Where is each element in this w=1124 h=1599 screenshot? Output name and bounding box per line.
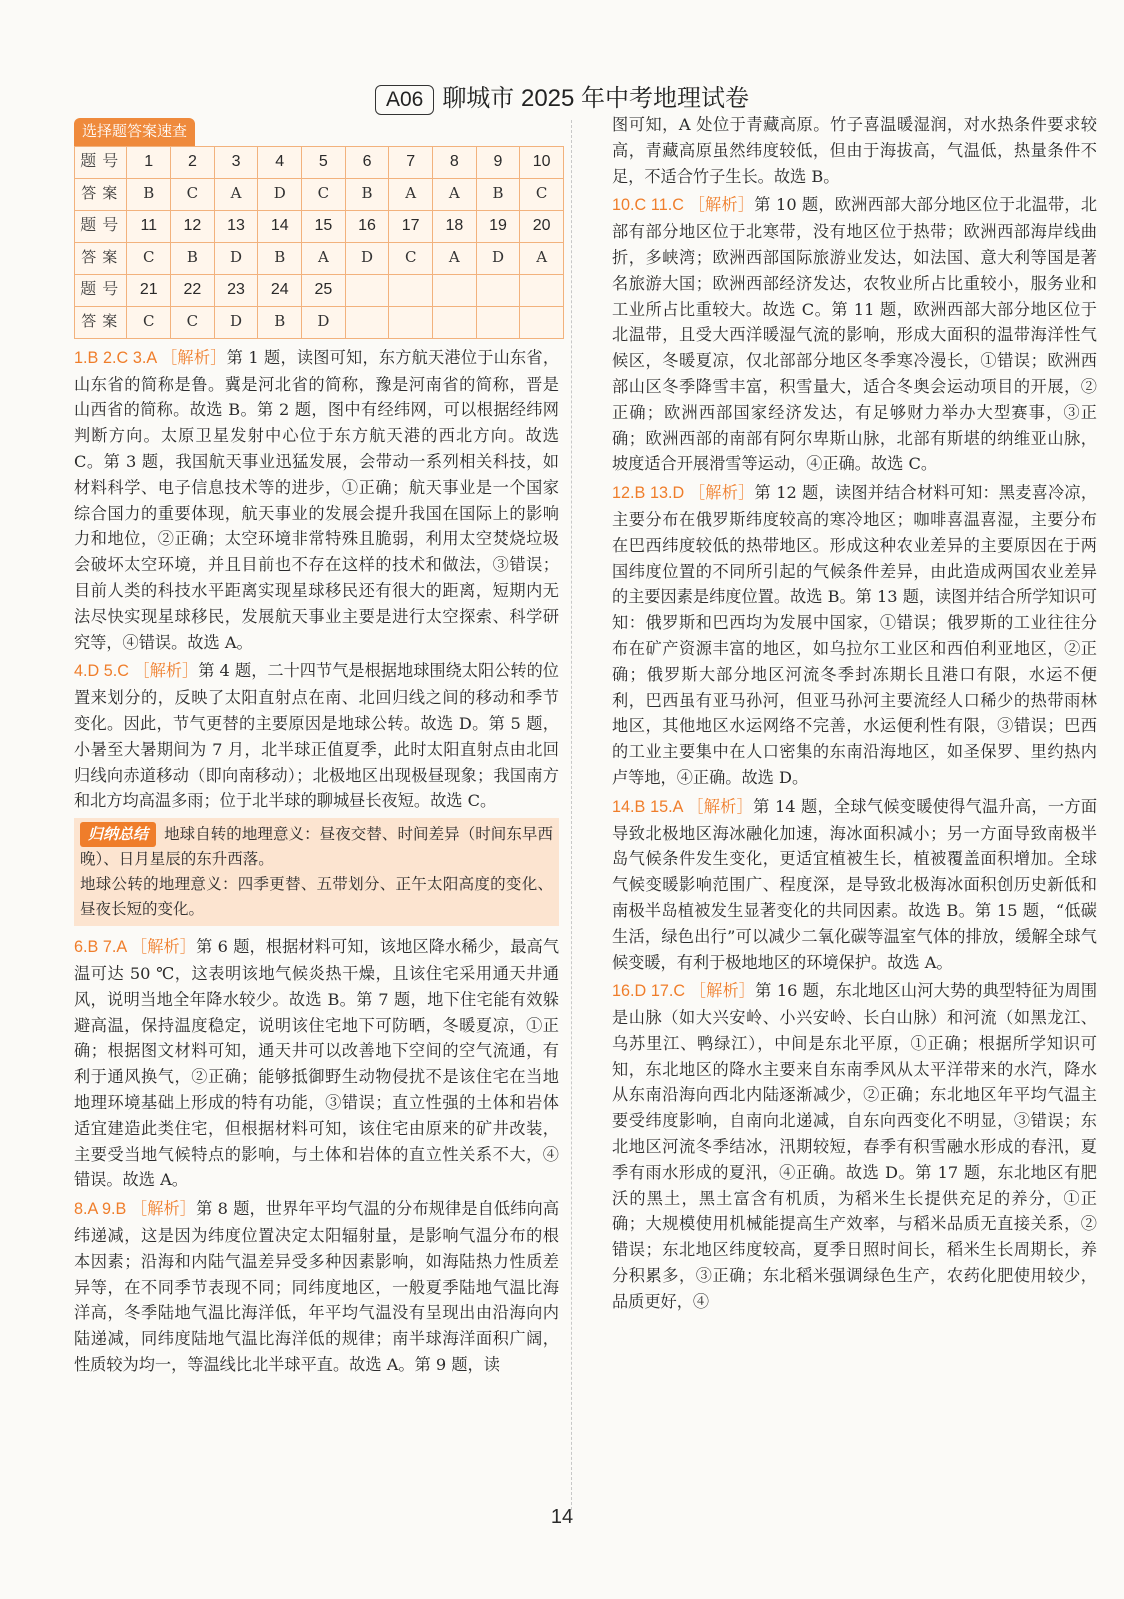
analysis-text: 第 16 题，东北地区山河大势的典型特征为周围是山脉（如大兴安岭、小兴安岭、长白山脉）和河流（如黑龙江、乌苏里江、鸭绿江），中间是东北平原，①正确；根据所学知识可知，东北地区的降水主要来自东南季风从太平洋带来的水汽，降水从东南沿海向西北内陆逐渐减少，②正确；东北地区年平均气温主要受纬度影响，自南向北递减，自东向西变化不明显，③错误；东北地区河流冬季结冰，汛期较短，春季有积雪融水形成的春汛，夏季有雨水形成的夏汛，④正确。故选 D。第 17 题，东北地区有肥沃的黑土，黑土富含有机质，为稻米生长提供充足的养分，①正确；大规模使用机械能提高生产效率，与稻米品质无直接关系，②错误；东北地区纬度较高，夏季日照时间长，稻米生长周期长，养分积累多，③正确；东北稻米强调绿色生产，农药化肥使用较少，品质更好，④ [612, 981, 1098, 1311]
analysis-tag: ［解析］ [688, 483, 755, 503]
answer-table-cell: 20 [520, 210, 564, 242]
answer-table-row-label: 题号 [75, 146, 127, 178]
summary-line-2: 地球公转的地理意义：四季更替、五带划分、正午太阳高度的变化、昼夜长短的变化。 [80, 875, 553, 919]
answer-table-cell: C [127, 242, 171, 274]
answer-table-cell: 3 [214, 146, 258, 178]
answer-table-cell: C [171, 178, 215, 210]
analysis-text: 第 1 题，读图可知，东方航天港位于山东省，山东省的简称是鲁。冀是河北省的简称，豫是河南省的简称，晋是山西省的简称。故选 B。第 2 题，图中有经纬网，可以根据经纬网判断方向。太原卫星发射中心位于东方航天港的西北方向。故选 C。第 3 题，我国航天事业迅猛发展，会带动一系列相关科技，如材料科学、电子信息技术等的进步，①正确；航天事业是一个国家综合国力的重要体现，航天事业的发展会提升我国在国际上的影响力和地位，②正确；太空环境非常特殊且脆弱，利用太空焚烧垃圾会破坏太空环境，并且目前也不存在这样的技术和做法，③错误；目前人类的科技水平距离实现星球移民还有很大的距离，短期内无法尽快实现星球移民，发展航天事业主要是进行太空探索、科学研究等，④错误。故选 A。 [74, 347, 560, 652]
answer-table [74, 146, 564, 339]
answer-table-cell: 13 [214, 210, 258, 242]
answer-table-cell: 7 [389, 146, 433, 178]
answer-table-row-label: 题号 [75, 274, 127, 306]
answer-table-cell: B [258, 242, 302, 274]
answer-table-row-label: 答案 [75, 242, 127, 274]
answer-table-cell [389, 306, 433, 338]
summary-box [74, 818, 559, 926]
answer-table-cell: A [520, 242, 564, 274]
analysis-tag: ［解析］ [161, 347, 227, 367]
paper-code: A06 [375, 85, 434, 115]
analysis-text: 第 4 题，二十四节气是根据地球围绕太阳公转的位置来划分的，反映了太阳直射点在南、北回归线之间的移动和季节变化。因此，节气更替的主要原因是地球公转。故选 D。第 5 题，小暑至大暑期间为 7 月，北半球正值夏季，此时太阳直射点由北回归线向赤道移动（即向南移动）；北极地区出现极昼现象；我国南方和北方均高温多雨；位于北半球的聊城昼长夜短。故选 C。 [74, 661, 559, 811]
right-column [612, 112, 1097, 1318]
answer-table-row [75, 306, 564, 338]
answer-table-cell: 5 [302, 146, 346, 178]
answer-table-cell: C [520, 178, 564, 210]
answer-table-cell: 10 [520, 146, 564, 178]
answer-table-cell: 15 [302, 210, 346, 242]
answer-table-cell: 21 [127, 274, 171, 306]
answer-item-9-cont [612, 112, 1097, 189]
answer-table-cell: B [476, 178, 520, 210]
analysis-text: 第 6 题，根据材料可知，该地区降水稀少，最高气温可达 50 ℃，这表明该地气候炎热干燥，且该住宅采用通天井通风，说明当地全年降水较少。故选 B。第 7 题，地下住宅能有效躲避高温，保持温度稳定，说明该住宅地下可防晒，冬暖夏凉，①正确；根据图文材料可知，通天井可以改善地下空间的空气流通，有利于通风换气，②正确；能够抵御野生动物侵扰不是该住宅在当地地理环境基础上形成的特有功能，③错误；直立性强的土体和岩体适宜建造此类住宅，但根据材料可知，该住宅由原来的矿井改装，主要受当地气候特点的影响，与土体和岩体的直立性关系不大，④错误。故选 A。 [74, 937, 560, 1190]
answer-table-section [74, 118, 559, 339]
answer-table-cell: 17 [389, 210, 433, 242]
question-numbers: 1.B 2.C 3.A [74, 348, 162, 367]
answer-table-cell: 25 [302, 274, 346, 306]
answer-table-cell: 16 [345, 210, 389, 242]
answer-item-12-13 [612, 480, 1097, 791]
answer-table-row-label: 题号 [75, 210, 127, 242]
left-column [74, 118, 559, 1381]
question-numbers: 14.B 15.A [612, 797, 688, 816]
answer-table-row-label: 答案 [75, 178, 127, 210]
answer-table-cell: D [214, 242, 258, 274]
answer-table-cell [476, 274, 520, 306]
analysis-tag: ［解析］ [688, 195, 755, 215]
analysis-text: 图可知，A 处位于青藏高原。竹子喜温暖湿润，对水热条件要求较高，青藏高原虽然纬度较低，但由于海拔高，气温低，热量条件不足，不适合竹子生长。故选 B。 [612, 115, 1097, 186]
answer-table-cell: 4 [258, 146, 302, 178]
analysis-tag: ［解析］ [133, 661, 199, 681]
analysis-tag: ［解析］ [130, 937, 197, 957]
answer-table-row-label: 答案 [75, 306, 127, 338]
answer-table-cell: C [127, 306, 171, 338]
question-numbers: 8.A 9.B [74, 1200, 131, 1219]
answer-table-cell: 19 [476, 210, 520, 242]
answer-table-cell: 8 [433, 146, 477, 178]
answer-table-cell [433, 306, 477, 338]
question-numbers: 12.B 13.D [612, 484, 689, 503]
analysis-text: 第 14 题，全球气候变暖使得气温升高，一方面导致北极地区海冰融化加速，海冰面积减小；另一方面导致南极半岛气候条件发生变化，更适宜植被生长，植被覆盖面积增加。全球气候变暖影响范围广、程度深，是导致北极海冰面积创历史新低和南极半岛植被发生显著变化的共同因素。故选 B。第 15 题，“低碳生活，绿色出行”可以减少二氧化碳等温室气体的排放，缓解全球气候变暖，有利于极地地区的环境保护。故选 A。 [612, 796, 1098, 972]
answer-table-cell: 11 [127, 210, 171, 242]
answer-table-cell: A [302, 242, 346, 274]
answer-table-cell [520, 274, 564, 306]
answer-table-cell [345, 274, 389, 306]
answer-table-cell: 2 [171, 146, 215, 178]
analysis-text: 第 12 题，读图并结合材料可知：黑麦喜冷凉，主要分布在俄罗斯纬度较高的寒冷地区；咖啡喜温喜湿，主要分布在巴西纬度较低的热带地区。形成这种农业差异的主要原因在于两国纬度位置的不同所引起的气候条件差异，由此造成两国农业差异的主要因素是纬度位置。故选 B。第 13 题，读图并结合所学知识可知：俄罗斯和巴西均为发展中国家，①错误；俄罗斯的工业往往分布在矿产资源丰富的地区，如乌拉尔工业区和西伯利亚地区，②正确；俄罗斯大部分地区河流冬季封冻期长且港口有限，水运不便利，巴西虽有亚马孙河，但亚马孙河主要流经人口稀少的热带雨林地区，其他地区水运网络不完善，水运便利性有限，③错误；巴西的工业主要集中在人口密集的东南沿海地区，如圣保罗、里约热内卢等地，④正确。故选 D。 [612, 483, 1098, 787]
answer-table-cell: A [214, 178, 258, 210]
answer-table-cell: B [127, 178, 171, 210]
answer-table-cell: C [171, 306, 215, 338]
answer-table-row [75, 210, 564, 242]
analysis-tag: ［解析］ [689, 981, 756, 1001]
question-numbers: 4.D 5.C [74, 662, 134, 681]
analysis-text: 第 8 题，世界年平均气温的分布规律是自低纬向高纬递减，这是因为纬度位置决定太阳辐射量，是影响气温分布的根本因素；沿海和内陆气温差异受多种因素影响，如海陆热力性质差异等，在不同季节表现不同；同纬度地区，一般夏季陆地气温比海洋高，冬季陆地气温比海洋低，年平均气温没有呈现出由沿海向内陆递减，同纬度陆地气温比海洋低的规律；南半球海洋面积广阔，性质较为均一，等温线比北半球平直。故选 A。第 9 题，读 [74, 1199, 560, 1374]
answer-table-cell: B [345, 178, 389, 210]
answer-item-1-3 [74, 345, 559, 656]
answer-table-cell [389, 274, 433, 306]
analysis-tag: ［解析］ [130, 1199, 197, 1219]
answer-item-16-17 [612, 978, 1097, 1314]
summary-tag: 归纳总结 [80, 822, 156, 847]
answer-item-8-9 [74, 1196, 559, 1378]
page-number: 14 [550, 1506, 574, 1528]
answer-table-cell [520, 306, 564, 338]
column-divider [571, 120, 572, 1510]
answer-table-cell [345, 306, 389, 338]
answer-table-cell [476, 306, 520, 338]
analysis-tag: ［解析］ [687, 796, 754, 816]
answer-table-cell: D [345, 242, 389, 274]
answer-table-cell: B [171, 242, 215, 274]
answer-table-cell: A [389, 178, 433, 210]
answer-table-cell: 6 [345, 146, 389, 178]
answer-table-cell: D [302, 306, 346, 338]
answer-table-row [75, 274, 564, 306]
answer-table-row [75, 178, 564, 210]
answer-table-cell: C [302, 178, 346, 210]
answer-table-cell: 22 [171, 274, 215, 306]
analysis-text: 第 10 题，欧洲西部大部分地区位于北温带，北部有部分地区位于北寒带，没有地区位于热带；欧洲西部海岸线曲折，多峡湾；欧洲西部国际旅游业发达，如法国、意大利等国是著名旅游大国；欧洲西部经济发达，农牧业所占比重较小，服务业和工业所占比重较大。故选 C。第 11 题，欧洲西部大部分地区位于北温带，且受大西洋暖湿气流的影响，形成大面积的温带海洋性气候区，冬暖夏凉，仅北部部分地区冬季寒冷漫长，①错误；欧洲西部山区冬季降雪丰富，积雪量大，适合冬奥会运动项目的开展，②正确；欧洲西部国家经济发达，有足够财力举办大型赛事，③正确；欧洲西部的南部有阿尔卑斯山脉，北部有斯堪的纳维亚山脉，坡度适合开展滑雪等运动，④正确。故选 C。 [612, 195, 1098, 474]
answer-table-cell: 12 [171, 210, 215, 242]
answer-table-cell: 18 [433, 210, 477, 242]
question-numbers: 6.B 7.A [74, 938, 131, 957]
paper-title: 聊城市 2025 年中考地理试卷 [442, 85, 750, 112]
answer-table-cell: 23 [214, 274, 258, 306]
answer-table-heading: 选择题答案速查 [74, 118, 195, 146]
answer-table-cell: A [433, 242, 477, 274]
answer-item-14-15 [612, 794, 1097, 976]
question-numbers: 16.D 17.C [612, 982, 690, 1001]
summary-line-1: 地球自转的地理意义：昼夜交替、时间差异（时间东早西晚）、日月星辰的东升西落。 [80, 825, 553, 869]
answer-table-cell [433, 274, 477, 306]
answer-table-row [75, 146, 564, 178]
page-title [0, 78, 1124, 115]
answer-item-4-5 [74, 658, 559, 814]
question-numbers: 10.C 11.C [612, 196, 689, 215]
answer-table-cell: A [433, 178, 477, 210]
answer-table-cell: D [476, 242, 520, 274]
answer-item-10-11 [612, 192, 1097, 477]
answer-table-cell: D [214, 306, 258, 338]
answer-table-cell: 14 [258, 210, 302, 242]
answer-table-cell: D [258, 178, 302, 210]
answer-table-cell: C [389, 242, 433, 274]
answer-table-cell: 24 [258, 274, 302, 306]
answer-item-6-7 [74, 934, 559, 1193]
answer-table-cell: B [258, 306, 302, 338]
answer-table-cell: 9 [476, 146, 520, 178]
answer-table-row [75, 242, 564, 274]
answer-table-cell: 1 [127, 146, 171, 178]
